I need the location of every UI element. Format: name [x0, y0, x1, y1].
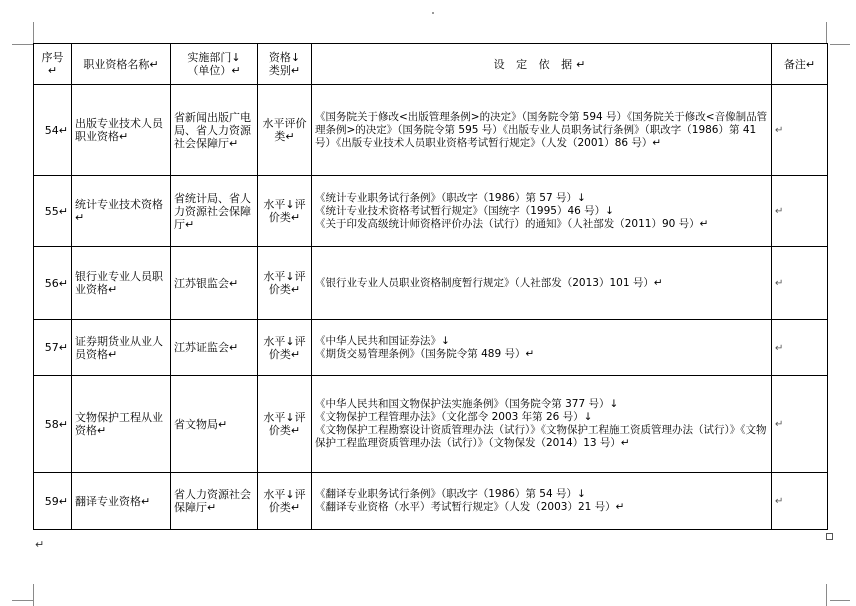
- table-row: [34, 247, 828, 320]
- cell-note: [772, 85, 828, 176]
- table-row: [34, 176, 828, 247]
- table-resize-handle[interactable]: [826, 533, 833, 540]
- basis-line: 《关于印发高级统计师资格评价办法（试行）的通知》（人社部发（2011）90 号）↵: [315, 217, 709, 230]
- note-mark: ↵: [775, 125, 784, 136]
- note-mark: ↵: [775, 278, 784, 289]
- cell-seq: 58↵: [34, 376, 72, 473]
- basis-line: 《统计专业职务试行条例》（职改字（1986）第 57 号）↓: [315, 191, 586, 204]
- crop-mark: [826, 584, 827, 606]
- note-mark: ↵: [775, 419, 784, 430]
- cell-seq: 59↵: [34, 473, 72, 530]
- cell-name: 银行业专业人员职业资格↵: [72, 247, 171, 320]
- cell-name: 统计专业技术资格↵: [72, 176, 171, 247]
- cell-seq: 57↵: [34, 320, 72, 376]
- header-cat-line1: 资格↓: [268, 51, 301, 64]
- basis-line: 《文物保护工程勘察设计资质管理办法（试行）》《文物保护工程施工资质管理办法（试行）》《文物保护工程监理资质管理办法（试行）》（文物保发（2014）13 号）↵: [315, 424, 767, 449]
- cell-name: 证券期货业从业人员资格↵: [72, 320, 171, 376]
- cell-category: 水平↓评价类↵: [258, 376, 312, 473]
- basis-line: 《期货交易管理条例》（国务院令第 489 号）↵: [315, 347, 535, 360]
- note-mark: ↵: [775, 206, 784, 217]
- crop-mark: [12, 600, 34, 601]
- basis-line: 《国务院关于修改<出版管理条例>的决定》（国务院令第 594 号）《国务院关于修改<音像制品管理条例>的决定》（国务院令第 595 号）《出版专业人员职务试行条例》（职改字（1986）第 41 号）《出版专业技术人员职业资格考试暂行规定》（人发（2001）86 号）↵: [315, 110, 768, 149]
- basis-line: 《翻译专业资格（水平）考试暂行规定》（人发（2003）21 号）↵: [315, 501, 625, 513]
- basis-line: 《中华人民共和国文物保护法实施条例》（国务院令第 377 号）↓: [315, 398, 619, 410]
- note-mark: ↵: [775, 342, 784, 354]
- header-seq: 序号↵: [34, 44, 72, 85]
- header-row: [34, 44, 828, 85]
- top-dot: [432, 12, 434, 14]
- header-name: 职业资格名称↵: [72, 44, 171, 85]
- header-basis: 设 定 依 据↵: [312, 44, 772, 85]
- cell-basis: [312, 176, 772, 247]
- cell-note: [772, 320, 828, 376]
- basis-line: 《统计专业技术资格考试暂行规定》（国统字（1995）46 号）↓: [315, 204, 614, 217]
- header-note: 备注↵: [772, 44, 828, 85]
- cell-name: 翻译专业资格↵: [72, 473, 171, 530]
- table-row: [34, 376, 828, 473]
- crop-mark: [826, 22, 827, 44]
- cell-category: 水平评价类↵: [258, 85, 312, 176]
- cell-basis: [312, 320, 772, 376]
- cell-category: 水平↓评价类↵: [258, 176, 312, 247]
- table-row: [34, 320, 828, 376]
- basis-line: 《文物保护工程管理办法》（文化部令 2003 年第 26 号）↓: [315, 411, 593, 423]
- basis-line: 《银行业专业人员职业资格制度暂行规定》（人社部发（2013）101 号）↵: [315, 276, 663, 289]
- cell-note: [772, 247, 828, 320]
- cell-category: 水平↓评价类↵: [258, 473, 312, 530]
- cell-basis: [312, 85, 772, 176]
- table-row: [34, 85, 828, 176]
- basis-line: 《中华人民共和国证券法》↓: [315, 334, 450, 347]
- cell-dept: 江苏证监会↵: [171, 320, 258, 376]
- cell-dept: 省人力资源社会保障厅↵: [171, 473, 258, 530]
- cell-basis: [312, 247, 772, 320]
- header-category: [258, 44, 312, 85]
- table-row: [34, 473, 828, 530]
- qualification-table: [33, 43, 828, 530]
- cell-name: 文物保护工程从业资格↵: [72, 376, 171, 473]
- cell-seq: 54↵: [34, 85, 72, 176]
- cell-basis: [312, 473, 772, 530]
- cell-note: [772, 176, 828, 247]
- cell-seq: 55↵: [34, 176, 72, 247]
- header-dept-line2: （单位）↵: [187, 64, 241, 77]
- cell-category: 水平↓评价类↵: [258, 247, 312, 320]
- cell-basis: [312, 376, 772, 473]
- header-cat-line2: 类别↵: [268, 64, 301, 77]
- header-dept: [171, 44, 258, 85]
- cell-dept: 省统计局、省人力资源社会保障厅↵: [171, 176, 258, 247]
- note-mark: ↵: [775, 496, 784, 507]
- crop-mark: [830, 600, 850, 601]
- cell-seq: 56↵: [34, 247, 72, 320]
- cell-note: [772, 376, 828, 473]
- paragraph-end-mark: ↵: [35, 538, 45, 551]
- crop-mark: [12, 44, 34, 45]
- cell-dept: 省新闻出版广电局、省人力资源社会保障厅↵: [171, 85, 258, 176]
- cell-note: [772, 473, 828, 530]
- cell-dept: 江苏银监会↵: [171, 247, 258, 320]
- header-dept-line1: 实施部门↓: [187, 51, 241, 64]
- cell-dept: 省文物局↵: [171, 376, 258, 473]
- crop-mark: [33, 584, 34, 606]
- basis-line: 《翻译专业职务试行条例》（职改字（1986）第 54 号）↓: [315, 488, 586, 500]
- cell-name: 出版专业技术人员职业资格↵: [72, 85, 171, 176]
- crop-mark: [33, 22, 34, 44]
- crop-mark: [830, 44, 850, 45]
- cell-category: 水平↓评价类↵: [258, 320, 312, 376]
